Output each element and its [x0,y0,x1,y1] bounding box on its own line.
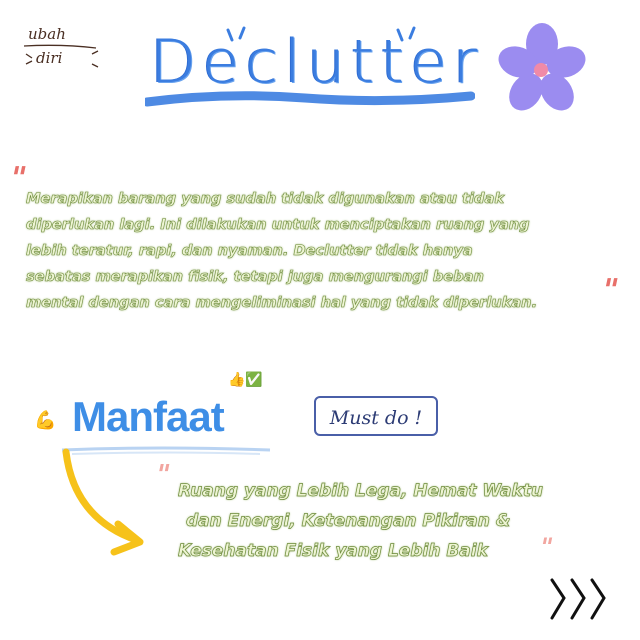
benefit-line: dan Energi, Ketenangan Pikiran & [186,511,511,531]
muscle-icon: 💪 [34,410,57,431]
benefit-quote-close-icon: " [537,532,556,561]
page-title: Declutter [150,27,484,97]
arrow-icon [56,448,156,560]
chevrons-right-icon[interactable] [546,576,612,622]
quote-close-icon: " [598,273,622,308]
description-line: lebih teratur, rapi, dan nyaman. Declutter tidak hanya [26,242,473,259]
description-line: Merapikan barang yang sudah tidak digunakan atau tidak [26,190,505,207]
description-line: sebatas merapikan fisik, tetapi juga mengurangi beban [26,268,484,285]
benefit-line: Kesehatan Fisik yang Lebih Baik [178,541,488,561]
benefit-quote-open-icon: " [152,460,173,490]
must-do-tag: Must do ! [314,396,438,436]
description-line: mental dengan cara mengeliminasi hal yang tidak diperlukan. [26,294,538,311]
corner-note-line1: ubah [28,25,66,43]
corner-note-line2: diri [36,49,63,67]
quote-open-icon: " [6,161,30,196]
description-line: diperlukan lagi. Ini dilakukan untuk menciptakan ruang yang [26,216,530,233]
flower-icon [496,22,588,114]
corner-note [22,20,102,80]
thumbs-up-check-icon: 👍✅ [228,372,263,388]
sparkle-marks-icon [212,24,432,44]
description [26,186,626,316]
benefit-line: Ruang yang Lebih Lega, Hemat Waktu [178,481,544,501]
title-underline [145,88,475,112]
manfaat-heading: Manfaat [72,393,224,440]
